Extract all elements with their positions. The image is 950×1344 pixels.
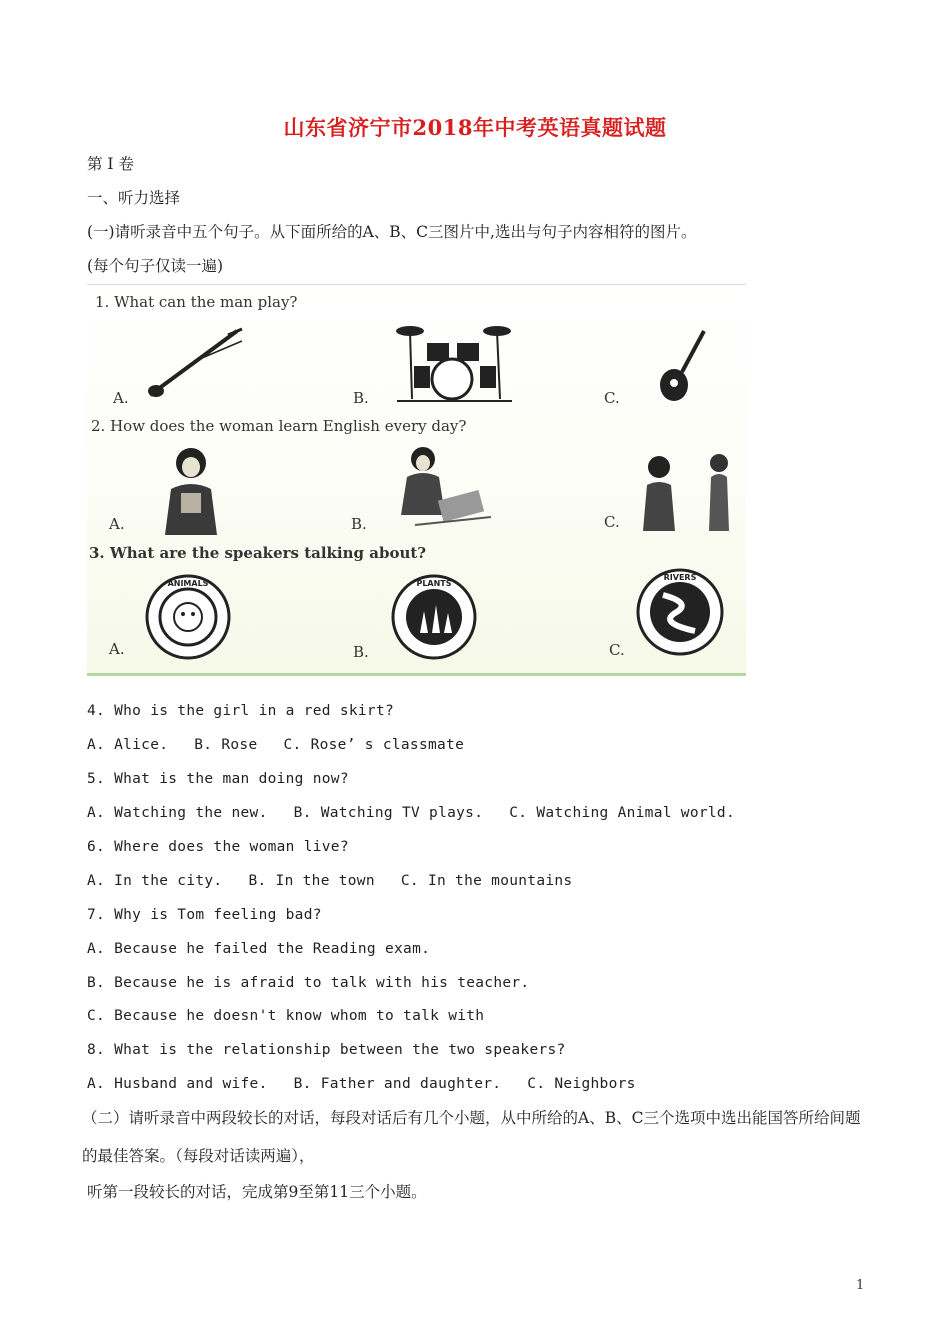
two-people-talking-icon <box>639 451 739 535</box>
page-title: 山东省济宁市2018年中考英语真题试题 <box>283 115 667 140</box>
question-4-option-b[interactable]: B. Rose <box>194 737 258 753</box>
rivers-logo-icon <box>635 567 725 657</box>
part1-note: (每个句子仅读一遍) <box>87 257 224 275</box>
plants-logo-icon <box>390 573 478 661</box>
question-8-option-a[interactable]: A. Husband and wife. <box>87 1076 268 1092</box>
question-8-option-b[interactable]: B. Father and daughter. <box>293 1076 502 1092</box>
question-4-options <box>87 737 490 753</box>
animals-logo-icon <box>144 573 232 661</box>
section-heading: 一、听力选择 <box>87 189 181 207</box>
question-5-option-a[interactable]: A. Watching the new. <box>87 805 268 821</box>
q1-label-a: A. <box>113 389 129 407</box>
question-6-options <box>87 873 598 889</box>
question-5: 5. What is the man doing now? <box>87 771 349 787</box>
question-8-options <box>87 1076 662 1092</box>
question-8-option-c[interactable]: C. Neighbors <box>527 1076 636 1092</box>
figure-question-3: 3. What are the speakers talking about? <box>89 544 427 562</box>
animals-logo-text: ANIMALS <box>167 579 209 588</box>
question-6: 6. Where does the woman live? <box>87 839 349 855</box>
question-6-option-a[interactable]: A. In the city. <box>87 873 223 889</box>
question-4-option-c[interactable]: C. Rose’ s classmate <box>283 737 465 753</box>
guitar-icon <box>652 327 712 407</box>
listening-picture-figure <box>87 284 746 676</box>
question-4: 4. Who is the girl in a red skirt? <box>87 703 395 719</box>
question-4-option-a[interactable]: A. Alice. <box>87 737 169 753</box>
question-5-option-c[interactable]: C. Watching Animal world. <box>509 805 735 821</box>
question-6-option-c[interactable]: C. In the mountains <box>400 873 573 889</box>
page-number: 1 <box>856 1278 865 1293</box>
q2-label-c: C. <box>604 513 620 531</box>
volume-label: 第 I 卷 <box>87 155 134 173</box>
question-5-options <box>87 805 761 821</box>
q1-label-b: B. <box>353 389 369 407</box>
figure-question-2: 2. How does the woman learn English every day? <box>91 417 467 435</box>
part2-subheading: 听第一段较长的对话，完成第9至第11三个小题。 <box>87 1183 427 1201</box>
q3-label-b: B. <box>353 643 369 661</box>
q1-label-c: C. <box>604 389 620 407</box>
rivers-logo-text: RIVERS <box>663 573 697 582</box>
drum-kit-icon <box>392 321 517 403</box>
question-7-option-b[interactable]: B. Because he is afraid to talk with his teacher. <box>87 975 530 991</box>
question-7-option-c[interactable]: C. Because he doesn't know whom to talk with <box>87 1008 485 1024</box>
figure-question-1: 1. What can the man play? <box>95 293 298 311</box>
erhu-icon <box>142 323 252 403</box>
q2-label-b: B. <box>351 515 367 533</box>
woman-computer-icon <box>395 445 495 535</box>
part1-intro: (一)请听录音中五个句子。从下面所给的A、B、C三图片中,选出与句子内容相符的图片。 <box>87 223 697 241</box>
q3-label-a: A. <box>109 640 125 658</box>
part2-intro: （二）请听录音中两段较长的对话，每段对话后有几个小题，从中所给的A、B、C三个选项中选出能国答所给间题的最佳答案。（每段对话读两遍）， <box>82 1109 861 1165</box>
plants-logo-text: PLANTS <box>416 579 452 588</box>
question-5-option-b[interactable]: B. Watching TV plays. <box>293 805 484 821</box>
question-6-option-b[interactable]: B. In the town <box>248 873 375 889</box>
woman-reading-icon <box>159 445 224 535</box>
question-7-option-a[interactable]: A. Because he failed the Reading exam. <box>87 941 431 957</box>
question-8: 8. What is the relationship between the two speakers? <box>87 1042 566 1058</box>
q2-label-a: A. <box>109 515 125 533</box>
q3-label-c: C. <box>609 641 625 659</box>
question-7: 7. Why is Tom feeling bad? <box>87 907 322 923</box>
